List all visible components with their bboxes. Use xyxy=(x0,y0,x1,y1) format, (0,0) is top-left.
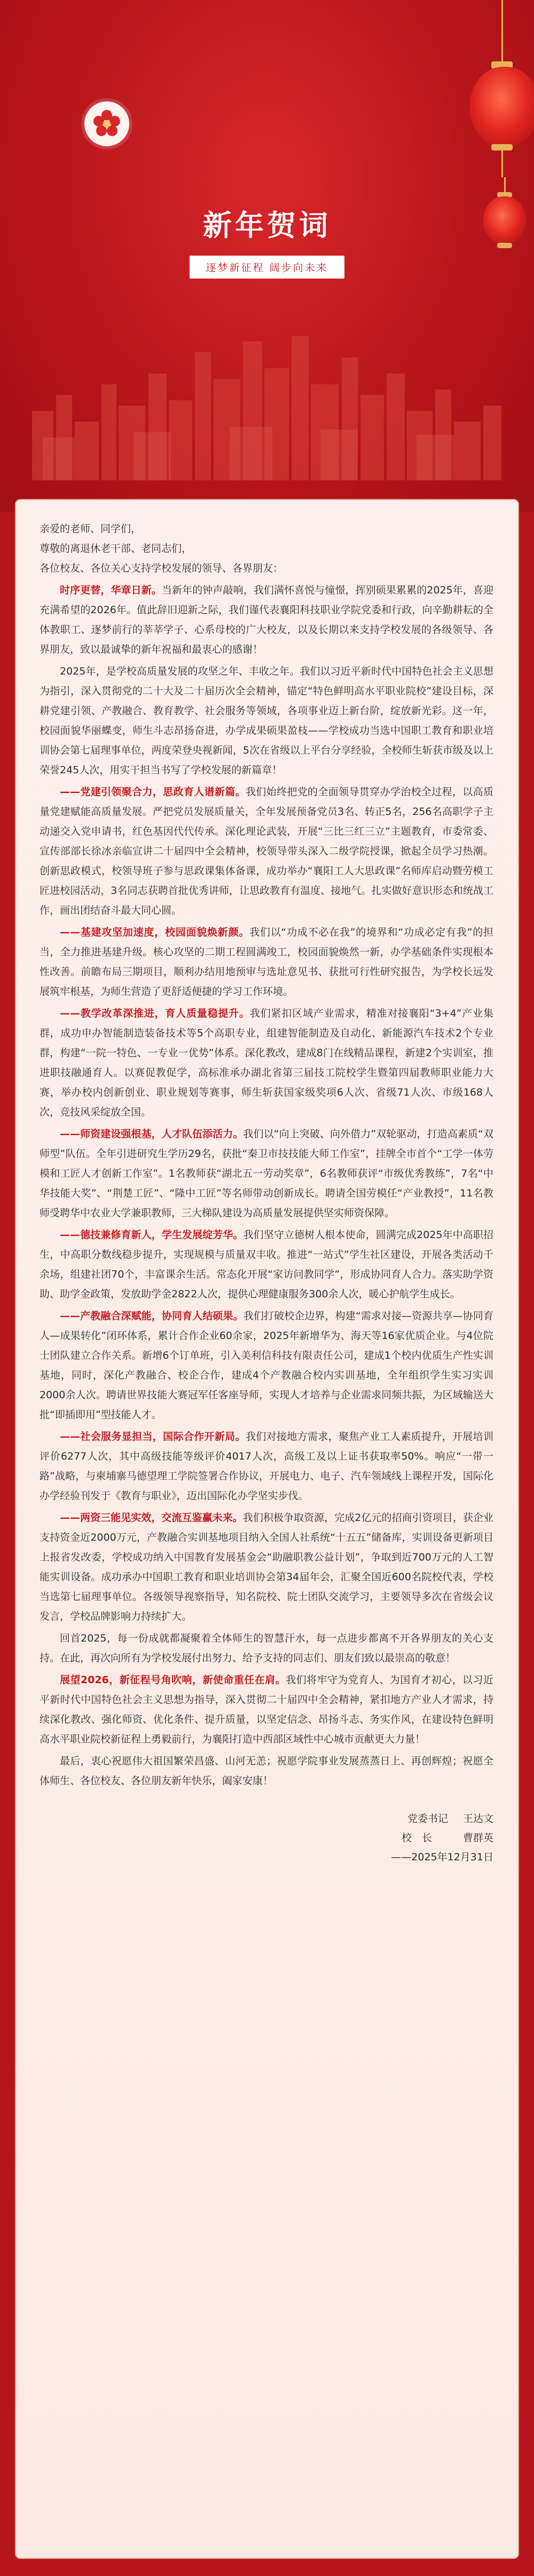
paragraph xyxy=(40,1751,493,1791)
paragraph-text: 我们始终把党的全面领导贯穿办学治校全过程，以高质量党建赋能高质量发展。严把党员发展质量关，全年发展预备党员3名、转正5名，256名高职学子主动递交入党申请书，红色基因代代传承。深化理论武装，开展“三比三红三立”主题教育，市委常委、宣传部部长徐冰亲临宣讲二十届四中全会精神，校领导带头深入二级学院授课，掀起全员学习热潮。创新思政模式，校领导班子参与思政课集体备课，成功举办“襄阳工人大思政课”名师库启动暨劳模工匠进校园活动，3名同志获聘首批优秀讲师，让思政教育有温度、接地气。扎实做好意识形态和统战工作，画出团结奋斗最大同心圆。 xyxy=(40,786,493,916)
paragraph xyxy=(40,1670,493,1749)
paragraph-text: 我们坚守立德树人根本使命，圆满完成2025年中高职招生，中高职分数线稳步提升，实现规模与质量双丰收。推进“一站式”学生社区建设，开展各类活动千余场，组建社团70个，丰富课余生活。常态化开展“家访问教同学”，形成协同育人合力。落实助学资助、助学金政策，发放助学金2822人次，提供心理健康服务300余人次，暖心护航学生成长。 xyxy=(40,1229,493,1300)
paragraph-lead: ——教学改革深推进，育人质量稳提升。 xyxy=(60,1008,250,1019)
signer-role: 校 长 xyxy=(401,1832,432,1844)
header-banner xyxy=(0,0,534,512)
paragraph-text: 我们积极争取资源，完成2亿元的招商引资项目，获企业支持资金近2000万元，产教融合实训基地项目纳入全国人社系统“十五五”储备库，实训设备更新项目上报省发改委，学校成功纳入中国教育发展基金会“助融职教公益计划”，争取到近700万元的人工智能实训设备。成功承办中国职工教育和职业培训协会第34届年会，汇聚全国近600名院校代表，学校当选第七届理事单位。各级领导视察指导，知名院校、院士团队交流学习，主要领导多次在省级会议发言，学校品牌影响力持续扩大。 xyxy=(40,1512,493,1622)
greeting-line: 亲爱的老师、同学们， xyxy=(40,523,142,535)
page-title: 新年贺词 xyxy=(203,209,331,242)
paragraph-lead: ——师资建设强根基，人才队伍添活力。 xyxy=(60,1128,244,1140)
signer-role: 党委书记 xyxy=(407,1813,448,1825)
paragraph-text: 最后，衷心祝愿伟大祖国繁荣昌盛、山河无恙；祝愿学院事业发展蒸蒸日上、再创辉煌；祝愿全体师生、各位校友、各位朋友新年快乐，阖家安康！ xyxy=(40,1755,493,1787)
paragraph-lead: ——党建引领聚合力，思政育人谱新篇。 xyxy=(60,786,246,798)
signature-block xyxy=(40,1809,493,1867)
greeting-line: 尊敬的离退休老干部、老同志们， xyxy=(40,543,192,554)
paragraph-lead: ——德技兼修育新人，学生发展绽芳华。 xyxy=(60,1229,244,1241)
paragraph xyxy=(40,1124,493,1223)
signature-date: ——2025年12月31日 xyxy=(391,1851,493,1863)
paragraph-lead: 时序更替，华章日新。 xyxy=(60,584,162,596)
paragraph xyxy=(40,1629,493,1668)
signature-date-row xyxy=(40,1848,493,1867)
signer-name: 王达文 xyxy=(462,1813,493,1825)
paragraph xyxy=(40,1508,493,1627)
page-subtitle: 逐梦新征程 阔步向未来 xyxy=(190,256,344,279)
paragraph-text: 2025年，是学校高质量发展的攻坚之年、丰收之年。我们以习近平新时代中国特色社会主义思想为指引，深入贯彻党的二十大及二十届历次全会精神，锚定“特色鲜明高水平职业院校”建设目标，深耕党建引领、产教融合、教育教学、社会服务等领域，各项事业迈上新台阶，绽放新光彩。这一年，校园面貌华丽蝶变，师生斗志昂扬奋进，办学成果硕果盈枝——学校成功当选中国职工教育和职业培训协会第七届理事单位，两度荣登央视新闻，5次在省级以上平台分享经验，全校师生斩获市级及以上荣誉245人次，用实干担当书写了学校发展的新篇章！ xyxy=(40,665,493,776)
paragraph-lead: ——产教融合深赋能，协同育人结硕果。 xyxy=(60,1310,244,1322)
message-body xyxy=(40,519,493,1791)
paragraph xyxy=(40,1306,493,1425)
signature-row xyxy=(40,1809,493,1828)
paragraph-text: 我们对接地方需求，聚焦产业工人素质提升，开展培训评价6277人次，其中高级技能等级评价4017人次，高级工及以上证书获取率50%。响应“一带一路”战略，与柬埔寨马德望理工学院签署合作协议，开展电力、电子、汽车领域线上课程开发，国际化办学经验刊发于《教育与职业》，迈出国际化办学坚实步伐。 xyxy=(40,1431,493,1502)
paragraph-lead: 展望2026，新征程号角吹响，新使命重任在肩。 xyxy=(60,1674,286,1686)
title-block xyxy=(0,203,534,279)
paragraph-text: 当新年的钟声敲响，我们满怀喜悦与憧憬，挥别硕果累累的2025年，喜迎充满希望的2026年。值此辞旧迎新之际，我们谨代表襄阳科技职业学院党委和行政，向辛勤耕耘的全体教职工、逐梦前行的莘莘学子、心系母校的广大校友，以及长期以来支持学校发展的各级领导、各界朋友，致以最诚挚的新年祝福和最衷心的感谢！ xyxy=(40,584,493,655)
paragraph-text: 回首2025，每一份成就都凝聚着全体师生的智慧汗水，每一点进步都离不开各界朋友的关心支持。在此，再次向所有为学校发展付出努力、给予支持的同志们、朋友们致以最崇高的敬意！ xyxy=(40,1632,493,1664)
paragraph xyxy=(40,662,493,780)
paragraph xyxy=(40,923,493,1002)
paragraph-text: 我们打破校企边界，构建“需求对接—资源共享—协同育人—成果转化”闭环体系，累计合作企业60余家，2025年新增华为、海天等16家优质企业。与4位院士团队建立合作关系。新增6个订单班，引入美利信科技有限责任公司，建成1个校内优质生产性实训基地，同时，深化产教融合、校企合作，建成4个产教融合校内实训基地，全年组织学生实习实训2000余人次。聘请世界技能大赛冠军任客座导师，实现人才培养与企业需求同频共振，为区域输送大批“即插即用”型技能人才。 xyxy=(40,1310,493,1421)
signer-name: 曹群英 xyxy=(462,1832,493,1844)
paragraph-text: 我们以“功成不必在我”的境界和“功成必定有我”的担当，全力推进基建升级。核心攻坚的二期工程圆满竣工，校园面貌焕然一新，办学基础条件实现根本性改善。前瞻布局三期项目，顺利办结用地预审与选址意见书、获批可行性研究报告，为学校长远发展筑牢根基，为师生营造了更舒适便捷的学习工作环境。 xyxy=(40,926,493,997)
paragraph-lead: ——两资三能见实效，交流互鉴赢未来。 xyxy=(60,1512,243,1524)
paragraph-text: 我们紧扣区域产业需求，精准对接襄阳“3+4”产业集群，成功申办智能制造装备技术等5个高职专业，组建智能制造及自动化、新能源汽车技术2个专业群，构建“一院一特色、一专业一优势”体系。深化教改，建成8门在线精品课程，新建2个实训室，推进职技融通育人。以赛促教促学，高标准承办湖北省第三届技工院校学生暨第四届教师职业能力大赛，举办校内创新创业、职业规划等赛事，师生斩获国家级奖项6人次、省级71人次、市级168人次，竞技风采绽放全国。 xyxy=(40,1008,493,1118)
paragraph xyxy=(40,581,493,660)
paragraph-lead: ——基建攻坚加速度，校园面貌焕新颜。 xyxy=(60,926,250,938)
city-skyline xyxy=(0,320,534,480)
paragraph xyxy=(40,1004,493,1122)
signature-row xyxy=(40,1828,493,1848)
greeting-line: 各位校友、各位关心支持学校发展的领导、各界朋友： xyxy=(40,562,284,574)
paragraph xyxy=(40,782,493,921)
paragraph xyxy=(40,1427,493,1506)
paragraph-text: 我们将牢守为党育人、为国育才初心，以习近平新时代中国特色社会主义思想为指导，深入贯彻二十届四中全会精神，紧扣地方产业人才需求，持续深化教改、强化师资、优化条件、提升质量，以坚定信念、昂扬斗志、务实作风，在建设特色鲜明高水平职业院校新征程上勇毅前行，为襄阳打造中西部区域性中心城市贡献更大力量！ xyxy=(40,1674,493,1745)
paragraph-text: 我们以“向上突破、向外借力”双轮驱动，打造高素质“双师型”队伍。全年引进研究生学历29名，获批“秦卫市技技能大师工作室”，挂牌全市首个“工学一体劳模和工匠人才创新工作室”。1名教师获“湖北五一劳动奖章”，6名教师获评“市级优秀教练”，7名“中华技能大奖”、“荆楚工匠”、“隆中工匠”等名师带动创新成长。聘请全国劳模任“产业教授”，11名教师受聘华中农业大学兼职教师，三大梯队建设为高质量发展提供坚实师资保障。 xyxy=(40,1128,493,1219)
paragraph xyxy=(40,1225,493,1304)
paragraph-lead: ——社会服务显担当，国际合作开新局。 xyxy=(60,1431,246,1442)
plum-blossom-icon xyxy=(84,101,129,146)
message-card xyxy=(15,499,519,2559)
